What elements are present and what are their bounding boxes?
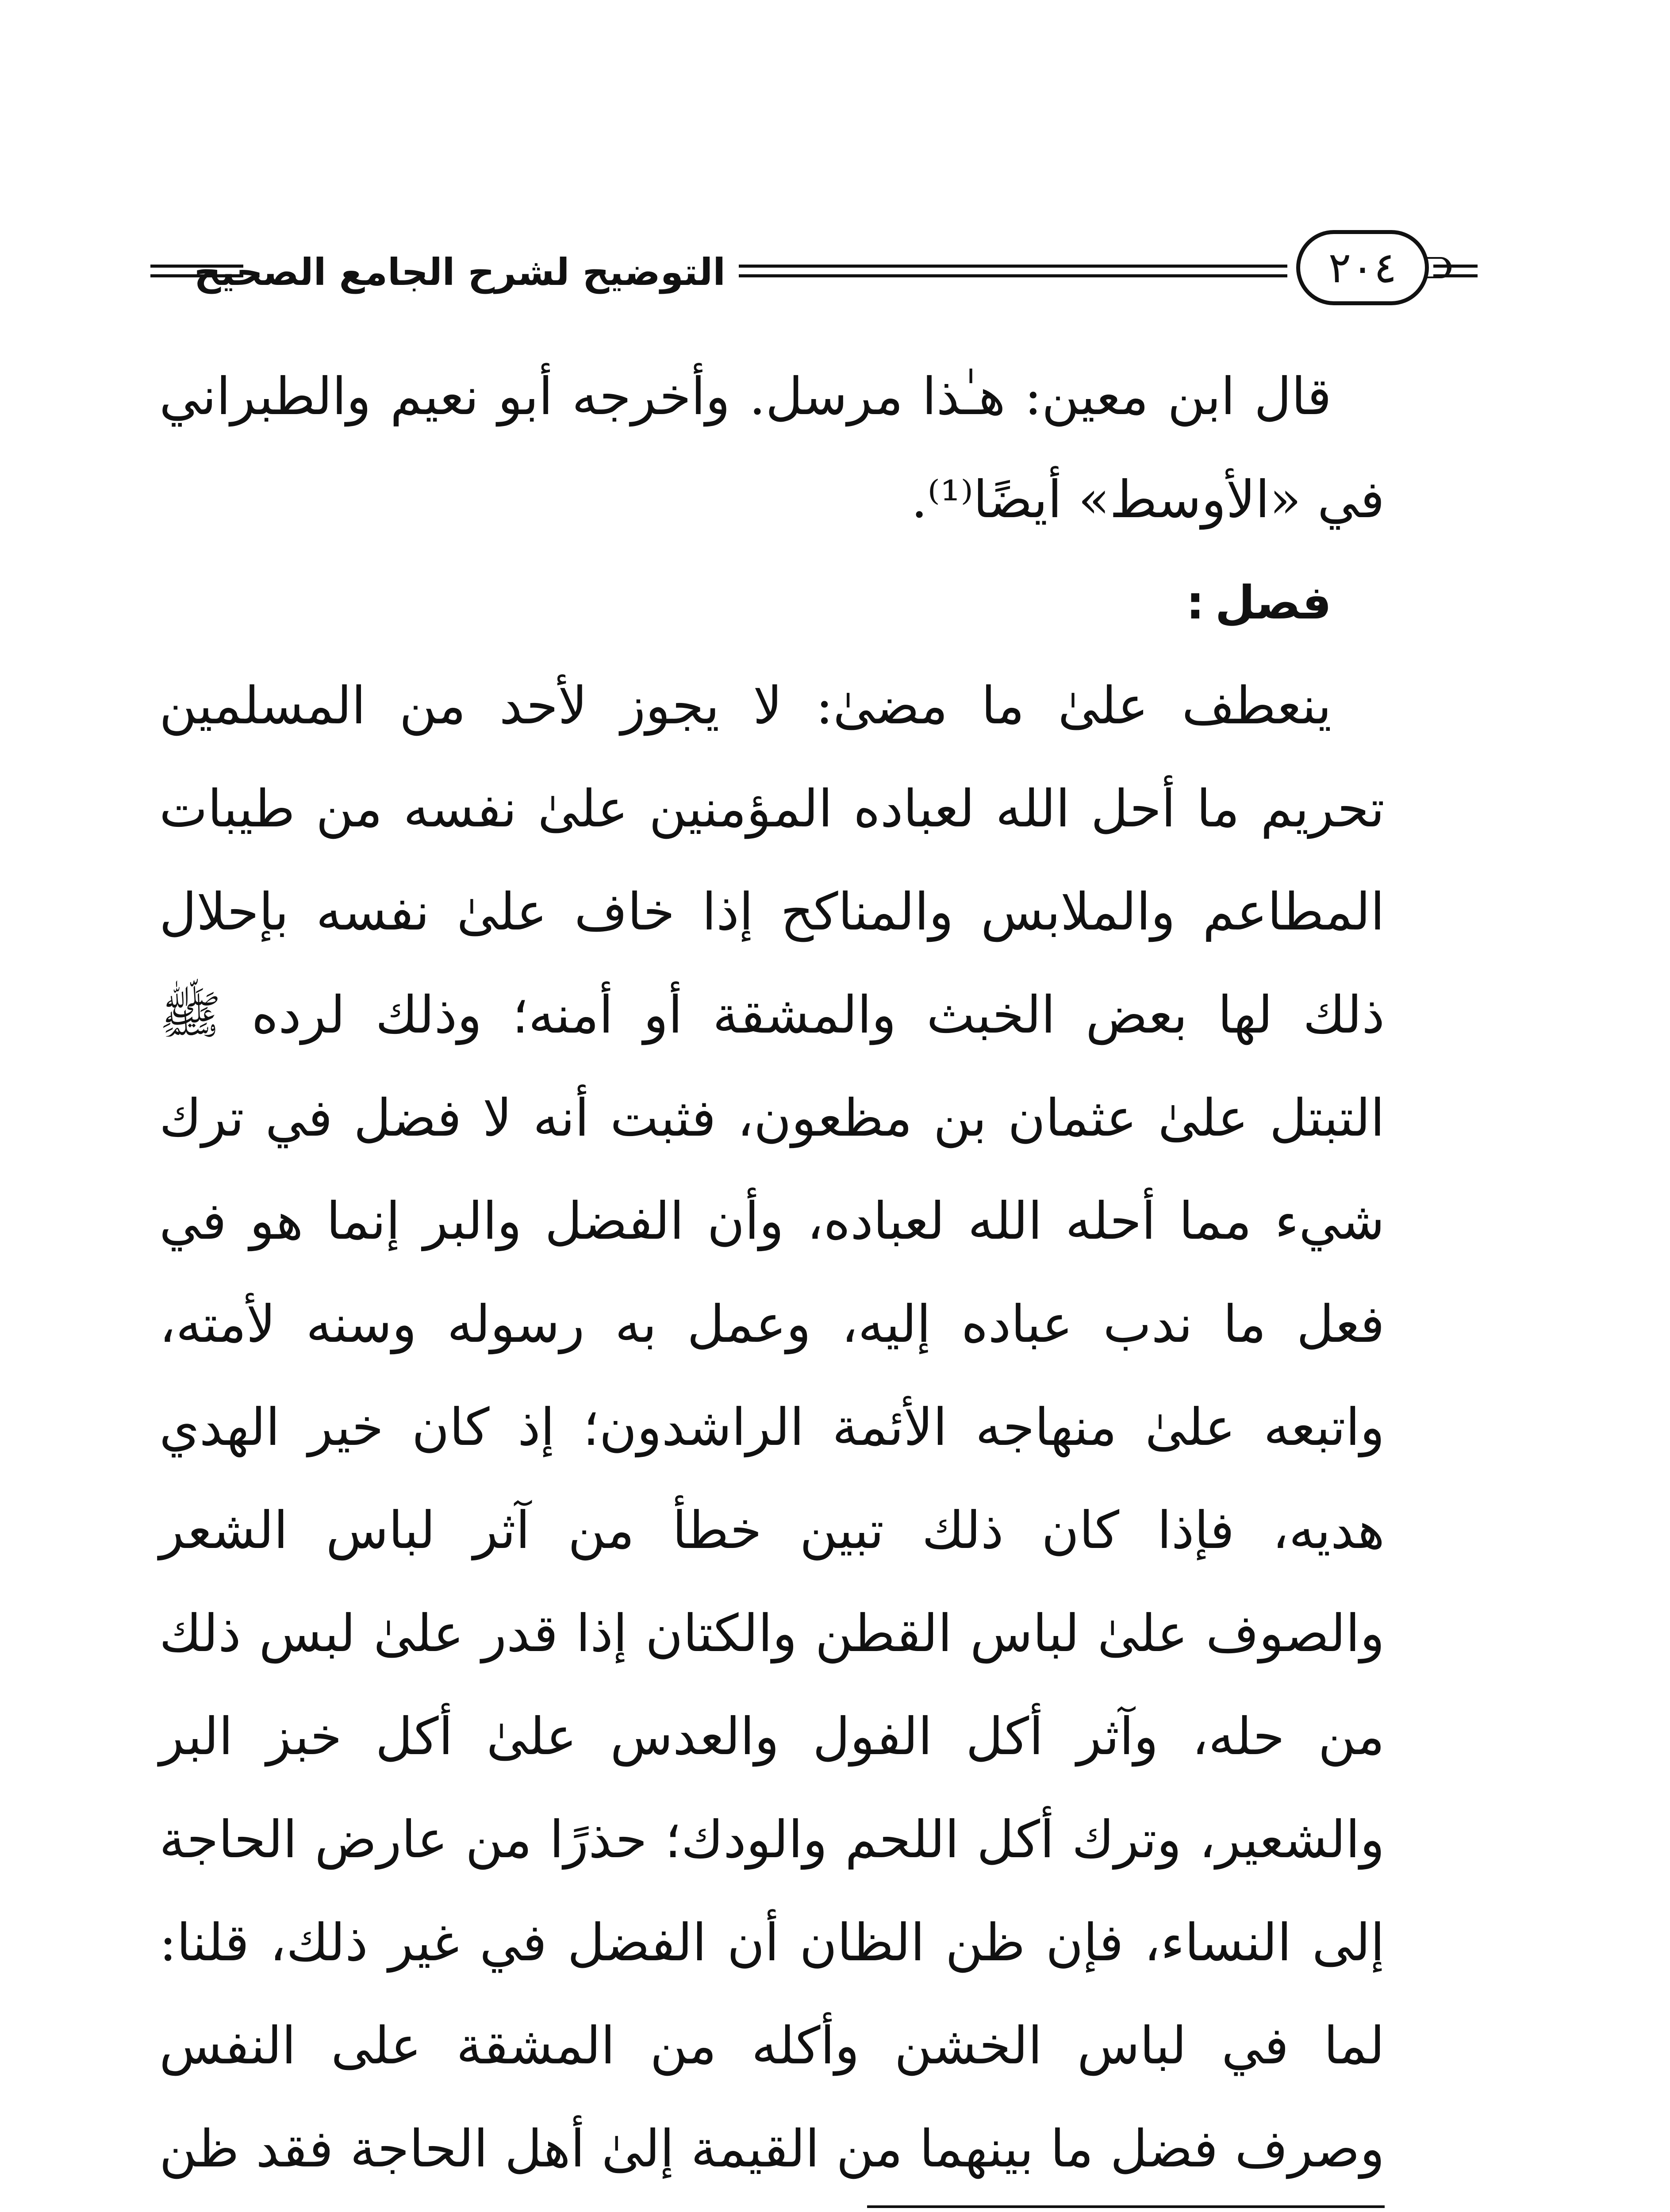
section-heading — [159, 551, 1385, 654]
header-rule — [739, 265, 1287, 268]
running-title: التوضيح لشرح الجامع الصحيح — [194, 250, 726, 294]
page-number-frame — [1296, 230, 1429, 305]
section-heading-label: فصل — [1215, 576, 1332, 630]
page-number: ٢٠٤ — [1328, 243, 1397, 292]
paragraph: ينعطف علىٰ ما مضىٰ: لا يجوز لأحد من المسلمين تحريم ما أحل الله لعباده المؤمنين علىٰ نفسه من طيبات المطاعم والملابس والمناكح إذا خاف علىٰ نفسه بإحلال ذلك لها بعض الخبث والمشقة أو أمنه؛ وذلك لرده ﷺ التبتل علىٰ عثمان بن مظعون، فثبت أنه لا فضل في ترك شيء مما أحله الله لعباده، وأن الفضل والبر إنما هو في فعل ما ندب عباده إليه، وعمل به رسوله وسنه لأمته، واتبعه علىٰ منهاجه الأئمة الراشدون؛ إذ كان خير الهدي هديه، فإذا كان ذلك تبين خطأ من آثر لباس الشعر والصوف علىٰ لباس القطن والكتان إذا قدر علىٰ لبس ذلك من حله، وآثر أكل الفول والعدس علىٰ أكل خبز البر والشعير، وترك أكل اللحم والودك؛ حذرًا من عارض الحاجة إلى النساء، فإن ظن الظان أن الفضل في غير ذلك، قلنا: لما في لباس الخشن وأكله من المشقة على النفس وصرف فضل ما بينهما من القيمة إلىٰ أهل الحاجة فقد ظن — [159, 676, 1385, 2179]
running-header — [150, 230, 1478, 310]
main-text — [159, 345, 1385, 2212]
footnote-separator — [867, 2205, 1385, 2208]
paragraph: قال ابن معين: هـٰذا مرسل. وأخرجه أبو نعيم والطبراني في «الأوسط» أيضًا⁽¹⁾. — [159, 367, 1385, 530]
section-heading-colon: : — [1186, 576, 1205, 630]
header-rule — [739, 274, 1287, 277]
